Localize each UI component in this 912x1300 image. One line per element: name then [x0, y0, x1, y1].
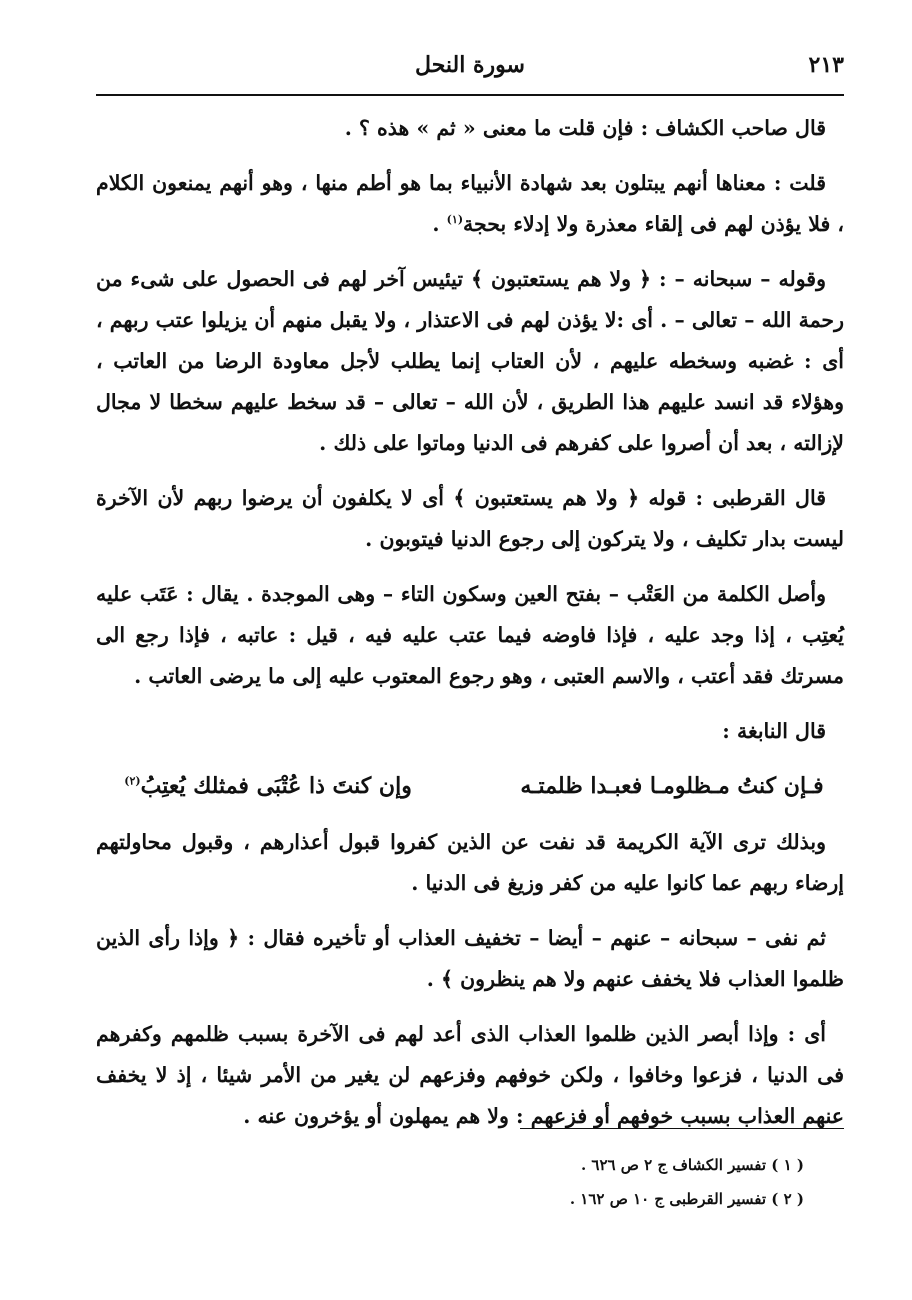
- paragraph-qurtubi: قال القرطبى : قوله ﴿ ولا هم يستعتبون ﴾ أى لا يكلفون أن يرضوا ربهم لأن الآخرة ليست بدار تكليف ، ولا يتركون إلى رجوع الدنيا فيتوبون .: [96, 486, 844, 551]
- verse-second-hemistich: [96, 762, 440, 810]
- footnote-marker-2: (٢): [124, 774, 141, 788]
- footnote-2: ( ٢ ) تفسير القرطبى ج ١٠ ص ١٦٢ .: [569, 1190, 804, 1208]
- footnote-marker-1: (١): [446, 213, 464, 227]
- page-header: [96, 50, 844, 90]
- footnote-divider: [520, 1128, 844, 1129]
- poetry-verse: [96, 762, 844, 810]
- paragraph-no-lightening: ثم نفى – سبحانه – عنهم – أيضا – تخفيف العذاب أو تأخيره فقال : ﴿ وإذا رأى الذين ظلموا العذاب فلا يخفف عنهم ولا هم ينظرون ﴾ .: [96, 926, 844, 991]
- verse-second-hemistich-text: وإن كنتَ ذا عُتْبَى فمثلك يُعتِبُ: [140, 773, 412, 799]
- paragraph-rejection-of-excuses: وبذلك ترى الآية الكريمة قد نفت عن الذين كفروا قبول أعذارهم ، وقبول محاولتهم إرضاء ربهم عما كانوا عليه من كفر وزيغ فى الدنيا .: [96, 830, 844, 895]
- paragraph-nabigha-intro: قال النابغة :: [722, 719, 826, 743]
- footnotes: [96, 1148, 804, 1216]
- paragraph-word-origin: وأصل الكلمة من العَتْب – بفتح العين وسكون التاء – وهى الموجدة . يقال : عَتَب عليه يُعتِب ، إذا وجد عليه ، فإذا فاوضه فيما عتب عليه فيه ، قيل : عاتبه ، فإذا رجع الى مسرتك فقد أعتب ، والاسم العتبى ، وهو رجوع المعتوب عليه إلى ما يرضى العاتب .: [96, 582, 844, 688]
- paragraph-kashshaf-answer: قلت : معناها أنهم يبتلون بعد شهادة الأنبياء بما هو أطم منها ، وهو أنهم يمنعون الكلام ، فلا يؤذن لهم فى إلقاء معذرة ولا إدلاء بحجة$^{(١)}$ .: [96, 171, 844, 236]
- paragraph-kashshaf-question: قال صاحب الكشاف : فإن قلت ما معنى « ثم » هذه ؟ .: [344, 116, 826, 140]
- page-body: [96, 108, 844, 1151]
- paragraph-yustatabun-explanation: وقوله – سبحانه – : ﴿ ولا هم يستعتبون ﴾ تيئيس آخر لهم فى الحصول على شىء من رحمة الله – تعالى – . أى :لا يؤذن لهم فى الاعتذار ، ولا يقبل منهم أن يزيلوا عتب ربهم ، أى : غضبه وسخطه عليهم ، لأن العتاب إنما يطلب لأجل معاودة الرضا من العاتب ، وهؤلاء قد انسد عليهم هذا الطريق ، لأن الله – تعالى – قد سخط عليهم سخطا لا مجال لإزالته ، بعد أن أصروا على كفرهم فى الدنيا وماتوا على ذلك .: [96, 267, 844, 455]
- surah-title: سورة النحل: [415, 52, 525, 78]
- page-number: ٢١٣: [808, 52, 844, 78]
- paragraph-final-explanation: أى : وإذا أبصر الذين ظلموا العذاب الذى أعد لهم فى الآخرة بسبب ظلمهم وكفرهم فى الدنيا ، فزعوا وخافوا ، ولكن خوفهم وفزعهم لن يغير من الأمر شيئا ، إذ لا يخفف عنهم العذاب بسبب خوفهم أو فزعهم : ولا هم يمهلون أو يؤخرون عنه .: [96, 1022, 844, 1128]
- header-divider: [96, 94, 844, 96]
- footnote-1: ( ١ ) تفسير الكشاف ج ٢ ص ٦٢٦ .: [580, 1156, 804, 1174]
- verse-first-hemistich: فـإن كنتُ مـظلومـا فعبـدا ظلمتـه: [520, 773, 824, 799]
- paragraph-kashshaf-answer-text: قلت : معناها أنهم يبتلون بعد شهادة الأنبياء بما هو أطم منها ، وهو أنهم يمنعون الكلام ، فلا يؤذن لهم فى إلقاء معذرة ولا إدلاء بحجة: [96, 171, 844, 236]
